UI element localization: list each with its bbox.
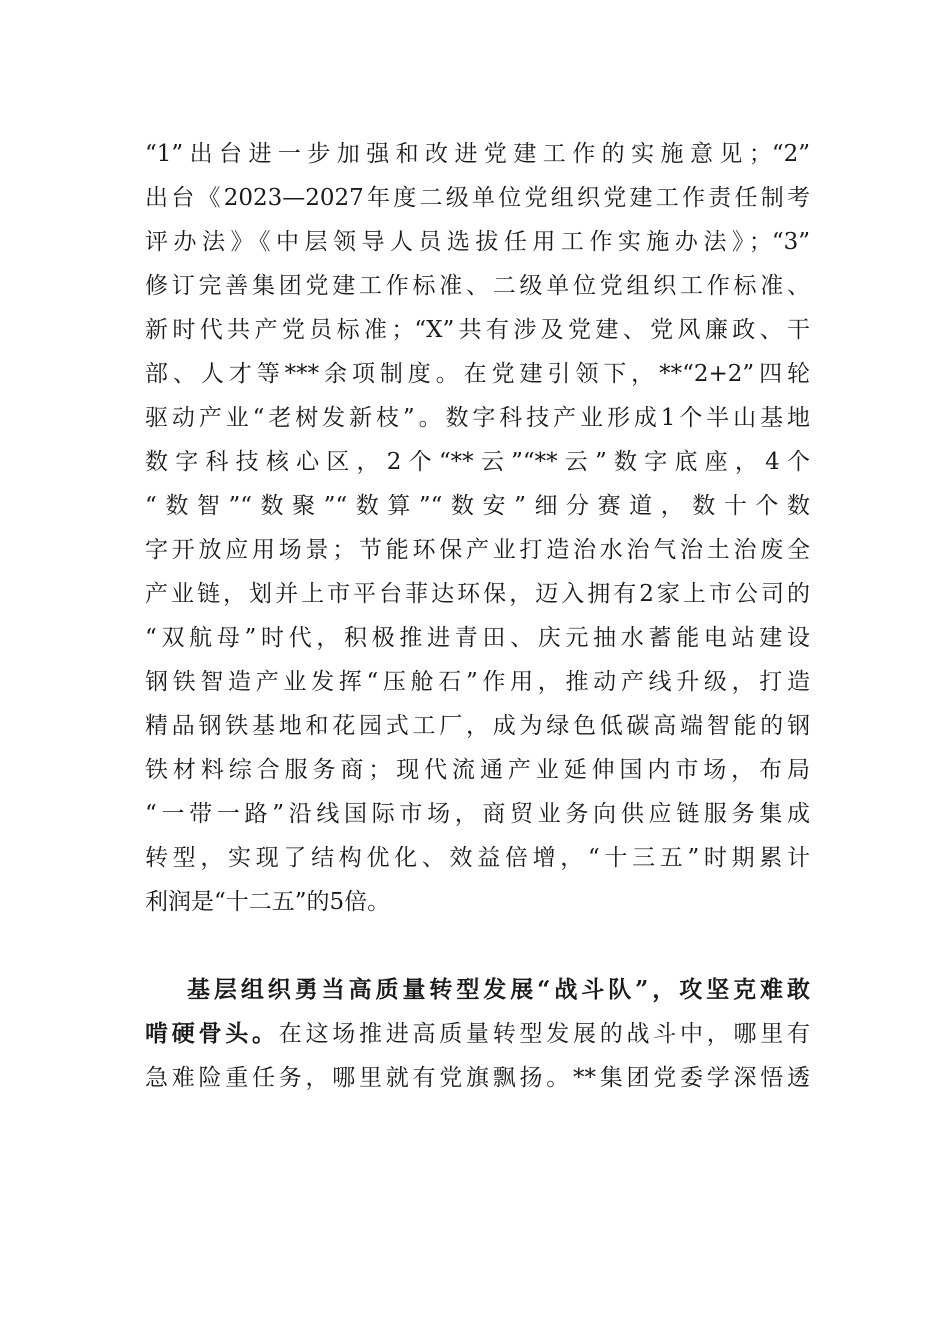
text-line: 产业链，划并上市平台菲达环保，迈入拥有2家上市公司的 (145, 581, 810, 607)
text-line: 利润是“十二五”的5倍。 (145, 889, 391, 915)
text-line: 部、人才等***余项制度。在党建引领下，**“2+2”四轮 (145, 361, 810, 387)
text-line: 驱动产业“老树发新枝”。数字科技产业形成1个半山基地 (145, 405, 810, 431)
text-line: 急难险重任务，哪里就有党旗飘扬。**集团党委学深悟透 (145, 1065, 810, 1091)
text-line: 钢铁智造产业发挥“压舱石”作用，推动产线升级，打造 (145, 669, 810, 695)
text-fragment: 在这场推进高质量转型发展的战斗中，哪里有 (278, 1021, 810, 1047)
section-heading-end: 啃硬骨头。 (145, 1020, 279, 1047)
text-line: “1”出台进一步加强和改进党建工作的实施意见；“2” (145, 141, 810, 167)
text-line: “数智”“数聚”“数算”“数安”细分赛道，数十个数 (145, 493, 810, 519)
text-line: 精品钢铁基地和花园式工厂，成为绿色低碳高端智能的钢 (145, 713, 810, 739)
text-line: 修订完善集团党建工作标准、二级单位党组织工作标准、 (145, 273, 810, 299)
body-text (145, 132, 810, 1100)
text-line: 数字科技核心区，2个“**云”“**云”数字底座，4个 (145, 449, 810, 475)
text-line: “一带一路”沿线国际市场，商贸业务向供应链服务集成 (145, 801, 810, 827)
paragraph-gap (145, 924, 810, 968)
text-line: 评办法》《中层领导人员选拔任用工作实施办法》；“3” (145, 229, 810, 255)
text-line: 转型，实现了结构优化、效益倍增，“十三五”时期累计 (145, 845, 810, 871)
text-line: 出台《2023—2027年度二级单位党组织党建工作责任制考 (145, 185, 810, 211)
text-line: “双航母”时代，积极推进青田、庆元抽水蓄能电站建设 (145, 625, 810, 651)
section-heading: 基层组织勇当高质量转型发展“战斗队”，攻坚克难敢 (187, 976, 810, 1003)
text-line: 新时代共产党员标准；“X”共有涉及党建、党风廉政、干 (145, 317, 810, 343)
text-line: 铁材料综合服务商；现代流通产业延伸国内市场，布局 (145, 757, 810, 783)
text-line: 字开放应用场景；节能环保产业打造治水治气治土治废全 (145, 537, 810, 563)
text-line (145, 1012, 810, 1056)
